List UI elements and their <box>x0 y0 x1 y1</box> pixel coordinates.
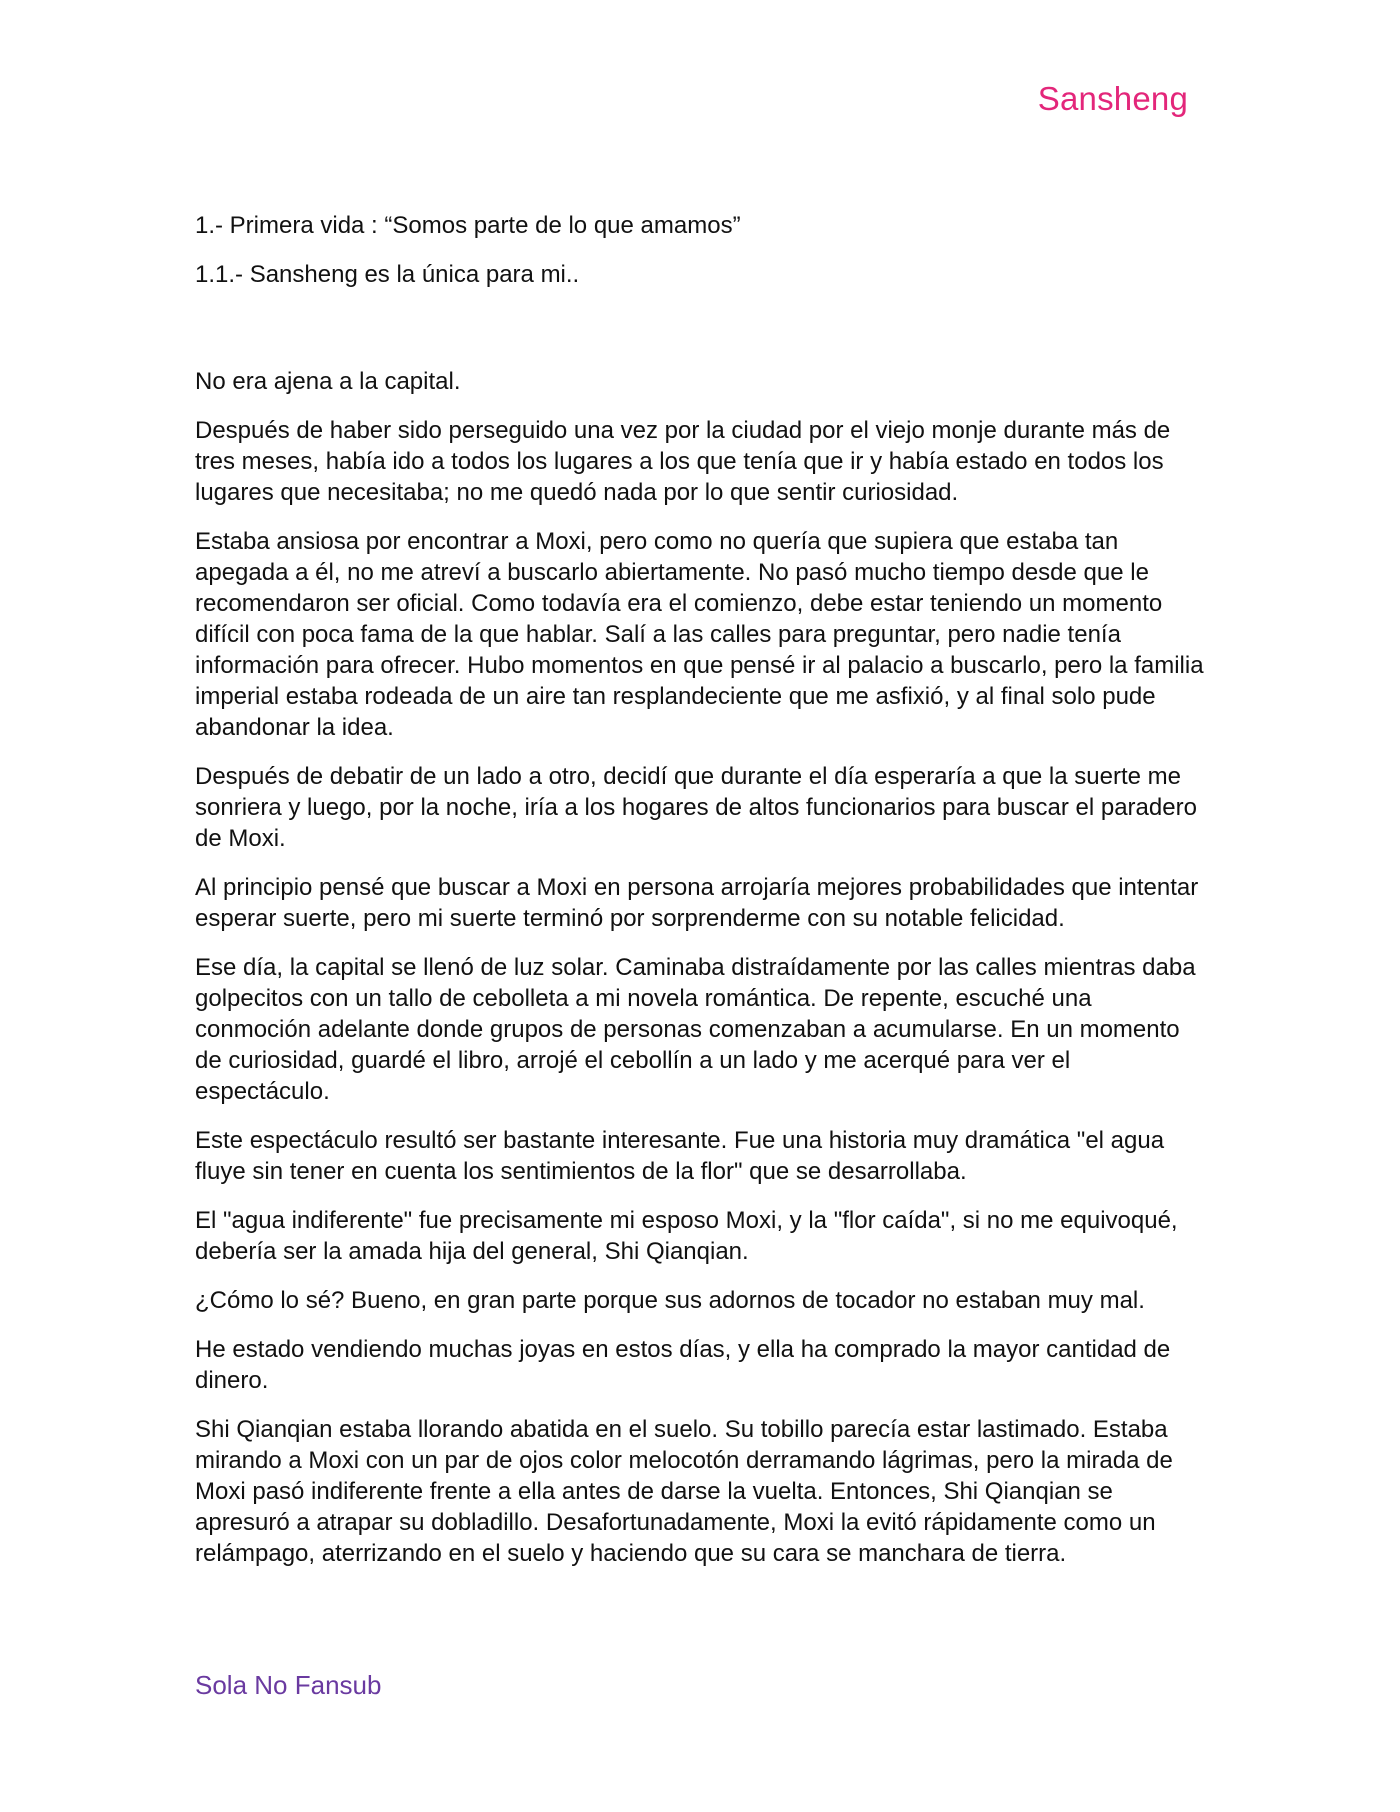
paragraph: El "agua indiferente" fue precisamente mi esposo Moxi, y la "flor caída", si no me equivoqué, debería ser la amada hija del general, Shi Qianqian. <box>195 1207 1178 1265</box>
paragraph: Estaba ansiosa por encontrar a Moxi, pero como no quería que supiera que estaba tan apegada a él, no me atreví a buscarlo abiertamente. No pasó mucho tiempo desde que le recomendaron ser oficial. Como todavía era el comienzo, debe estar teniendo un momento difícil con poca fama de la que hablar. Salí a las calles para preguntar, pero nadie tenía información para ofrecer. Hubo momentos en que pensé ir al palacio a buscarlo, pero la familia imperial estaba rodeada de un aire tan resplandeciente que me asfixió, y al final solo pude abandonar la idea. <box>195 528 1204 741</box>
paragraph: ¿Cómo lo sé? Bueno, en gran parte porque sus adornos de tocador no estaban muy mal. <box>195 1287 1145 1314</box>
chapter-heading: 1.- Primera vida : “Somos parte de lo que amamos” <box>195 212 741 239</box>
paragraph: Después de haber sido perseguido una vez por la ciudad por el viejo monje durante más de tres meses, había ido a todos los lugares a los que tenía que ir y había estado en todos los lugares que necesitaba; no me quedó nada por lo que sentir curiosidad. <box>195 417 1171 506</box>
footer-credit: Sola No Fansub <box>195 1670 382 1700</box>
paragraph: Después de debatir de un lado a otro, decidí que durante el día esperaría a que la suerte me sonriera y luego, por la noche, iría a los hogares de altos funcionarios para buscar el paradero de Moxi. <box>195 763 1197 852</box>
paragraph: He estado vendiendo muchas joyas en estos días, y ella ha comprado la mayor cantidad de dinero. <box>195 1336 1171 1394</box>
heading-spacer <box>195 308 1210 366</box>
page-header-title: Sansheng <box>1037 80 1188 117</box>
paragraph: Al principio pensé que buscar a Moxi en persona arrojaría mejores probabilidades que intentar esperar suerte, pero mi suerte terminó por sorprenderme con su notable felicidad. <box>195 874 1199 932</box>
paragraph: Este espectáculo resultó ser bastante interesante. Fue una historia muy dramática "el agua fluye sin tener en cuenta los sentimientos de la flor" que se desarrollaba. <box>195 1127 1165 1185</box>
paragraph: Shi Qianqian estaba llorando abatida en el suelo. Su tobillo parecía estar lastimado. Estaba mirando a Moxi con un par de ojos color melocotón derramando lágrimas, pero la mirada de Moxi pasó indiferente frente a ella antes de darse la vuelta. Entonces, Shi Qianqian se apresuró a atrapar su dobladillo. Desafortunadamente, Moxi la evitó rápidamente como un relámpago, aterrizando en el suelo y haciendo que su cara se manchara de tierra. <box>195 1416 1173 1567</box>
document-body <box>195 210 1210 1587</box>
section-heading: 1.1.- Sansheng es la única para mi.. <box>195 261 580 288</box>
paragraph: No era ajena a la capital. <box>195 368 461 395</box>
paragraph: Ese día, la capital se llenó de luz solar. Caminaba distraídamente por las calles mientras daba golpecitos con un tallo de cebolleta a mi novela romántica. De repente, escuché una conmoción adelante donde grupos de personas comenzaban a acumularse. En un momento de curiosidad, guardé el libro, arrojé el cebollín a un lado y me acerqué para ver el espectáculo. <box>195 954 1196 1105</box>
